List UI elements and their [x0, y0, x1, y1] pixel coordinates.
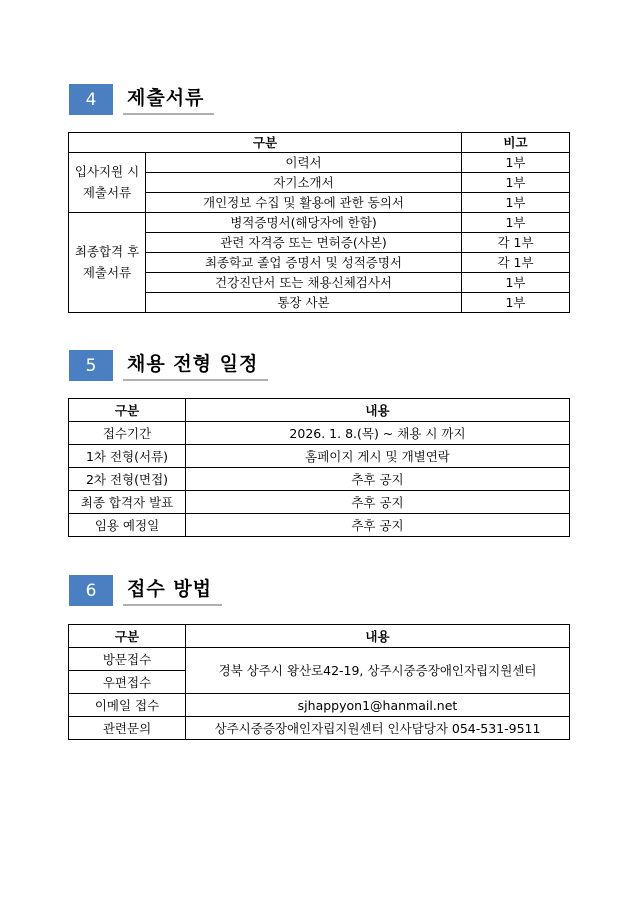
doc-item: 이력서	[146, 153, 462, 173]
method-label: 관련문의	[69, 717, 186, 740]
section-number: 6	[69, 575, 113, 606]
doc-note: 1부	[462, 153, 570, 173]
schedule-table	[68, 398, 570, 537]
section-4-heading	[69, 84, 214, 115]
method-label: 이메일 접수	[69, 694, 186, 717]
schedule-value: 추후 공지	[186, 514, 570, 537]
method-email: sjhappyon1@hanmail.net	[186, 694, 570, 717]
category-final: 최종합격 후 제출서류	[69, 213, 146, 313]
header-category: 구분	[69, 399, 186, 422]
doc-note: 1부	[462, 293, 570, 313]
doc-item: 건강진단서 또는 채용신체검사서	[146, 273, 462, 293]
section-6-heading	[69, 575, 222, 606]
schedule-label: 1차 전형(서류)	[69, 445, 186, 468]
section-title: 제출서류	[127, 87, 205, 109]
schedule-label: 최종 합격자 발표	[69, 491, 186, 514]
schedule-value: 추후 공지	[186, 491, 570, 514]
category-application: 입사지원 시 제출서류	[69, 153, 146, 213]
schedule-value: 2026. 1. 8.(목) ~ 채용 시 까지	[186, 422, 570, 445]
doc-note: 1부	[462, 193, 570, 213]
section-5-heading	[69, 350, 268, 381]
application-method-table	[68, 624, 570, 740]
method-contact: 상주시중증장애인자립지원센터 인사담당자 054-531-9511	[186, 717, 570, 740]
doc-note: 1부	[462, 173, 570, 193]
section-number: 4	[69, 84, 113, 115]
header-note: 비고	[462, 133, 570, 153]
header-category: 구분	[69, 625, 186, 648]
doc-item: 자기소개서	[146, 173, 462, 193]
title-underline	[123, 604, 222, 606]
doc-item: 통장 사본	[146, 293, 462, 313]
method-label: 우편접수	[69, 671, 186, 694]
section-title: 접수 방법	[127, 578, 213, 600]
method-address: 경북 상주시 왕산로42-19, 상주시중증장애인자립지원센터	[186, 648, 570, 694]
section-number: 5	[69, 350, 113, 381]
doc-item: 병적증명서(해당자에 한함)	[146, 213, 462, 233]
schedule-label: 2차 전형(면접)	[69, 468, 186, 491]
doc-note: 1부	[462, 273, 570, 293]
schedule-value: 홈페이지 게시 및 개별연락	[186, 445, 570, 468]
doc-item: 관련 자격증 또는 면허증(사본)	[146, 233, 462, 253]
title-underline	[123, 113, 214, 115]
documents-table	[68, 132, 570, 313]
header-category: 구분	[69, 133, 462, 153]
schedule-value: 추후 공지	[186, 468, 570, 491]
doc-note: 1부	[462, 213, 570, 233]
doc-item: 개인정보 수집 및 활용에 관한 동의서	[146, 193, 462, 213]
doc-note: 각 1부	[462, 233, 570, 253]
method-label: 방문접수	[69, 648, 186, 671]
title-underline	[123, 379, 268, 381]
schedule-label: 접수기간	[69, 422, 186, 445]
header-content: 내용	[186, 399, 570, 422]
doc-note: 각 1부	[462, 253, 570, 273]
section-title: 채용 전형 일정	[127, 353, 259, 375]
schedule-label: 임용 예정일	[69, 514, 186, 537]
doc-item: 최종학교 졸업 증명서 및 성적증명서	[146, 253, 462, 273]
header-content: 내용	[186, 625, 570, 648]
